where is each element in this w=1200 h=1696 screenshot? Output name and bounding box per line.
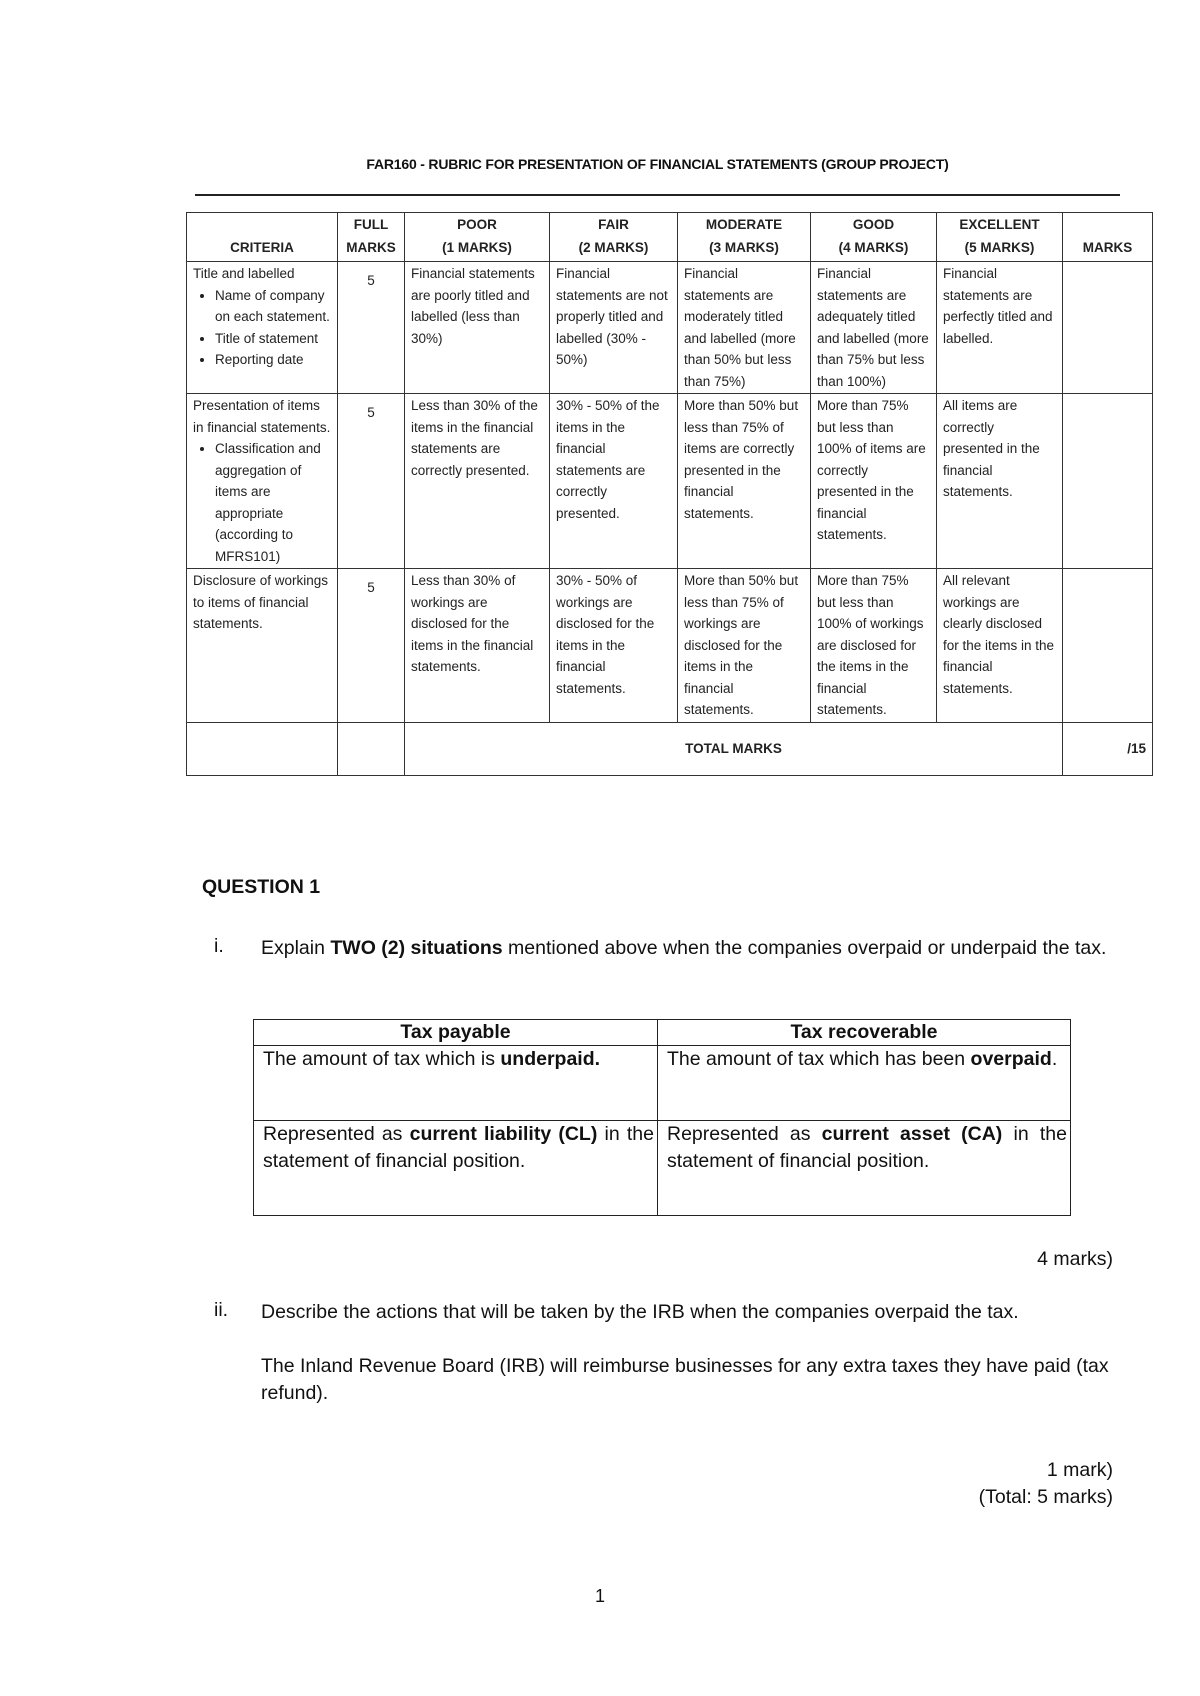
part-i-marks: 4 marks) [1037, 1248, 1113, 1270]
excellent-cell: All items are correctly presented in the financial statements. [937, 394, 1063, 569]
full-marks-cell: 5 [338, 394, 405, 569]
excellent-cell: All relevant workings are clearly disclosed for the items in the financial statements. [937, 569, 1063, 723]
total-marks-value: /15 [1063, 722, 1153, 775]
total-row [187, 722, 1153, 775]
tax-recoverable-presentation: Represented as current asset (CA) in the statement of financial position. [658, 1121, 1071, 1216]
total-empty-cell [187, 722, 338, 775]
good-cell: Financial statements are adequately titled and labelled (more than 75% but less than 100%) [811, 262, 937, 394]
table-row [187, 394, 1153, 569]
excellent-cell: Financial statements are perfectly titled and labelled. [937, 262, 1063, 394]
poor-cell: Less than 30% of workings are disclosed for the items in the financial statements. [405, 569, 550, 723]
part-ii-text: Describe the actions that will be taken by the IRB when the companies overpaid the tax. [261, 1301, 1019, 1323]
header-full-marks: FULL MARKS [338, 213, 405, 262]
header-good: GOOD (4 MARKS) [811, 213, 937, 262]
criteria-cell: Presentation of items in financial statements. • Classification and aggregation of items are appropriate (according to MFRS101) [187, 394, 338, 569]
rubric-table [186, 212, 1153, 776]
part-ii-answer: The Inland Revenue Board (IRB) will reimburse businesses for any extra taxes they have paid (tax refund). [261, 1355, 1109, 1404]
fair-cell: Financial statements are not properly titled and labelled (30% - 50%) [550, 262, 678, 394]
fair-cell: 30% - 50% of the items in the financial statements are correctly presented. [550, 394, 678, 569]
tax-payable-header: Tax payable [254, 1020, 658, 1046]
criteria-cell: Disclosure of workings to items of financial statements. [187, 569, 338, 723]
moderate-cell: More than 50% but less than 75% of items are correctly presented in the financial statements. [678, 394, 811, 569]
tax-payable-presentation: Represented as current liability (CL) in the statement of financial position. [254, 1121, 658, 1216]
rubric-header-row [187, 213, 1153, 262]
list-item: • Reporting date [215, 349, 331, 371]
header-criteria: CRITERIA [187, 213, 338, 262]
part-i-text: Explain TWO (2) situations mentioned above when the companies overpaid or underpaid the tax. [261, 937, 1107, 959]
tax-payable-definition: The amount of tax which is underpaid. [254, 1046, 658, 1121]
marks-cell [1063, 569, 1153, 723]
header-poor: POOR (1 MARKS) [405, 213, 550, 262]
criteria-cell: Title and labelled • Name of company on each statement. • Title of statement • Reporting date [187, 262, 338, 394]
fair-cell: 30% - 50% of workings are disclosed for the items in the financial statements. [550, 569, 678, 723]
header-fair: FAIR (2 MARKS) [550, 213, 678, 262]
list-item: • Name of company on each statement. [215, 285, 331, 328]
tax-recoverable-header: Tax recoverable [658, 1020, 1071, 1046]
part-ii-number: ii. [214, 1299, 229, 1321]
poor-cell: Financial statements are poorly titled and labelled (less than 30%) [405, 262, 550, 394]
part-i-number: i. [214, 935, 224, 957]
list-item: • Classification and aggregation of items are appropriate (according to MFRS101) [215, 438, 331, 567]
good-cell: More than 75% but less than 100% of items are correctly presented in the financial statements. [811, 394, 937, 569]
question-total: (Total: 5 marks) [978, 1486, 1113, 1508]
rubric-title: FAR160 - RUBRIC FOR PRESENTATION OF FINANCIAL STATEMENTS (GROUP PROJECT) [366, 156, 949, 172]
full-marks-cell: 5 [338, 262, 405, 394]
question-heading: QUESTION 1 [202, 876, 321, 898]
poor-cell: Less than 30% of the items in the financial statements are correctly presented. [405, 394, 550, 569]
total-empty-cell [338, 722, 405, 775]
tax-table [253, 1019, 1071, 1216]
title-divider [195, 194, 1120, 196]
header-excellent: EXCELLENT (5 MARKS) [937, 213, 1063, 262]
moderate-cell: Financial statements are moderately titled and labelled (more than 50% but less than 75%) [678, 262, 811, 394]
full-marks-cell: 5 [338, 569, 405, 723]
tax-recoverable-definition: The amount of tax which has been overpaid. [658, 1046, 1071, 1121]
page-number: 1 [594, 1586, 605, 1606]
list-item: • Title of statement [215, 328, 331, 350]
table-row [187, 569, 1153, 723]
total-marks-label: TOTAL MARKS [405, 722, 1063, 775]
moderate-cell: More than 50% but less than 75% of workings are disclosed for the items in the financial statements. [678, 569, 811, 723]
marks-cell [1063, 394, 1153, 569]
good-cell: More than 75% but less than 100% of workings are disclosed for the items in the financial statements. [811, 569, 937, 723]
header-marks: MARKS [1063, 213, 1153, 262]
marks-cell [1063, 262, 1153, 394]
part-ii-marks: 1 mark) [1046, 1459, 1113, 1481]
table-row [187, 262, 1153, 394]
header-moderate: MODERATE (3 MARKS) [678, 213, 811, 262]
